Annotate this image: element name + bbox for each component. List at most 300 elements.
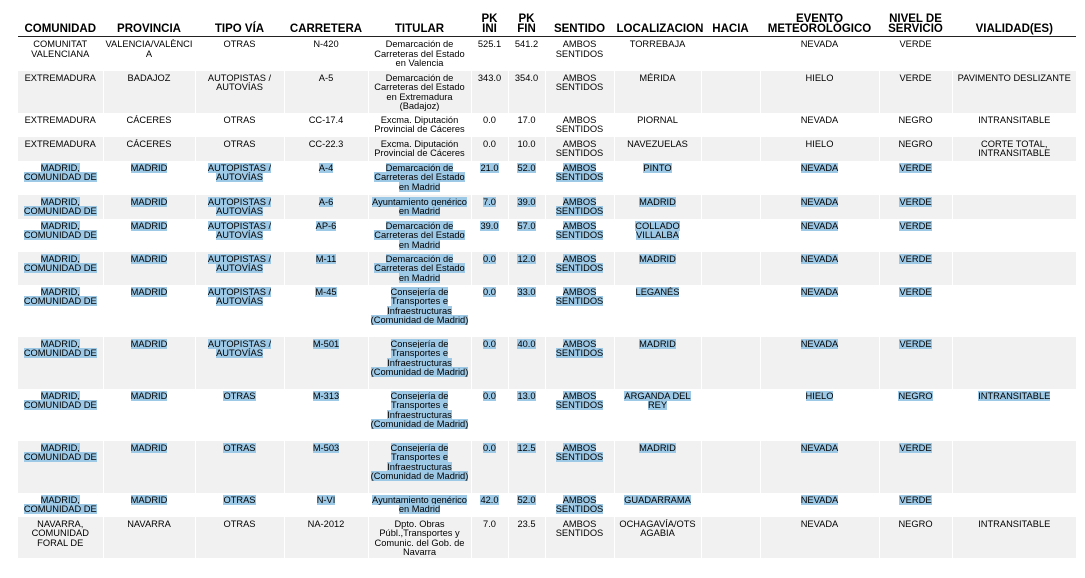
comunidad-cell-text: NAVARRA, COMUNIDAD FORAL DE — [31, 518, 89, 548]
sentido-cell-text: AMBOS SENTIDOS — [555, 286, 604, 307]
tipo-via-cell-text: AUTOPISTAS / AUTOVÍAS — [207, 286, 272, 307]
hacia-cell — [701, 37, 760, 71]
titular-cell — [368, 37, 471, 71]
pk-ini-cell-text: 42.0 — [480, 494, 499, 505]
sentido-cell — [545, 195, 614, 219]
pk-ini-cell-text: 0.0 — [483, 338, 496, 349]
table-row — [18, 441, 1076, 493]
sentido-cell-text: AMBOS SENTIDOS — [555, 138, 604, 159]
nivel-cell — [879, 252, 952, 285]
hacia-cell — [701, 161, 760, 195]
pk-fin-cell — [508, 285, 545, 337]
provincia-cell-text: MADRID — [130, 162, 168, 173]
evento-cell — [760, 37, 879, 71]
provincia-cell-text: MADRID — [130, 494, 168, 505]
col-nivel: NIVEL DE SERVICIO — [879, 8, 952, 37]
hacia-cell — [701, 517, 760, 558]
titular-cell — [368, 113, 471, 137]
pk-fin-cell — [508, 71, 545, 113]
carretera-cell-text: M-503 — [312, 442, 340, 453]
comunidad-cell-text: MADRID, COMUNIDAD DE — [23, 442, 97, 463]
titular-cell — [368, 71, 471, 113]
tipo-via-cell-text: OTRAS — [223, 494, 256, 505]
titular-cell — [368, 219, 471, 252]
pk-fin-cell-text: 33.0 — [517, 286, 536, 297]
pk-ini-cell — [471, 137, 508, 161]
localizacion-cell-text: NAVEZUELAS — [627, 138, 688, 149]
col-localizacion: LOCALIZACION — [614, 8, 701, 37]
localizacion-cell — [614, 37, 701, 71]
sentido-cell — [545, 37, 614, 71]
localizacion-cell-text: MÉRIDA — [639, 72, 676, 83]
localizacion-cell — [614, 195, 701, 219]
evento-cell — [760, 219, 879, 252]
evento-cell-text: HIELO — [805, 390, 834, 401]
vialidad-cell — [952, 195, 1076, 219]
sentido-cell — [545, 493, 614, 517]
titular-cell — [368, 517, 471, 558]
comunidad-cell-text: MADRID, COMUNIDAD DE — [23, 338, 97, 359]
titular-cell-text: Ayuntamiento genérico en Madrid — [372, 494, 467, 515]
provincia-cell — [103, 37, 195, 71]
header-row — [18, 8, 1076, 37]
tipo-via-cell — [195, 252, 284, 285]
pk-ini-cell — [471, 195, 508, 219]
titular-cell-text: Dpto. Obras Públ.,Transportes y Comunic. del Gob. de Navarra — [374, 518, 465, 558]
evento-cell — [760, 113, 879, 137]
table-row — [18, 37, 1076, 71]
pk-ini-cell-text: 0.0 — [483, 253, 496, 264]
pk-fin-cell-text: 12.5 — [517, 442, 536, 453]
provincia-cell-text: MADRID — [130, 196, 168, 207]
localizacion-cell-text: MADRID — [639, 196, 676, 207]
provincia-cell-text: CÁCERES — [126, 114, 172, 125]
carretera-cell-text: M-11 — [315, 253, 337, 264]
nivel-cell-text: VERDE — [899, 196, 932, 207]
pk-ini-cell — [471, 493, 508, 517]
table-row — [18, 389, 1076, 441]
table-row — [18, 493, 1076, 517]
provincia-cell — [103, 441, 195, 493]
carretera-cell-text: M-313 — [312, 390, 340, 401]
tipo-via-cell-text: AUTOPISTAS / AUTOVÍAS — [207, 162, 272, 183]
pk-ini-cell-text: 0.0 — [483, 286, 496, 297]
pk-ini-cell-text: 0.0 — [483, 390, 496, 401]
carretera-cell — [284, 337, 368, 389]
nivel-cell-text: NEGRO — [898, 114, 933, 125]
pk-ini-cell — [471, 71, 508, 113]
localizacion-cell — [614, 252, 701, 285]
nivel-cell-text: VERDE — [899, 220, 932, 231]
col-vialidad: VIALIDAD(ES) — [952, 8, 1076, 37]
pk-ini-cell — [471, 252, 508, 285]
provincia-cell — [103, 285, 195, 337]
evento-cell — [760, 252, 879, 285]
comunidad-cell — [18, 195, 103, 219]
localizacion-cell — [614, 161, 701, 195]
nivel-cell — [879, 195, 952, 219]
carretera-cell — [284, 161, 368, 195]
carretera-cell-text: CC-22.3 — [308, 138, 344, 149]
vialidad-cell — [952, 71, 1076, 113]
titular-cell-text: Excma. Diputación Provincial de Cáceres — [374, 138, 465, 159]
titular-cell-text: Demarcación de Carreteras del Estado en Madrid — [374, 162, 465, 192]
comunidad-cell-text: MADRID, COMUNIDAD DE — [23, 253, 97, 274]
evento-cell — [760, 195, 879, 219]
sentido-cell-text: AMBOS SENTIDOS — [555, 196, 604, 217]
tipo-via-cell-text: OTRAS — [223, 518, 256, 529]
pk-fin-cell-text: 39.0 — [517, 196, 536, 207]
tipo-via-cell-text: OTRAS — [223, 39, 256, 49]
pk-ini-cell-text: 39.0 — [480, 220, 499, 231]
vialidad-cell-text: INTRANSITABLE — [978, 390, 1051, 401]
localizacion-cell — [614, 389, 701, 441]
vialidad-cell — [952, 137, 1076, 161]
titular-cell — [368, 137, 471, 161]
provincia-cell-text: VALENCIA/VALÈNCIA — [105, 39, 193, 59]
comunidad-cell-text: MADRID, COMUNIDAD DE — [23, 390, 97, 411]
localizacion-cell — [614, 71, 701, 113]
tipo-via-cell — [195, 71, 284, 113]
nivel-cell — [879, 493, 952, 517]
localizacion-cell-text: LEGANÉS — [635, 286, 680, 297]
sentido-cell — [545, 219, 614, 252]
carretera-cell — [284, 137, 368, 161]
sentido-cell-text: AMBOS SENTIDOS — [555, 390, 604, 411]
pk-fin-cell — [508, 337, 545, 389]
pk-fin-cell — [508, 195, 545, 219]
tipo-via-cell — [195, 389, 284, 441]
hacia-cell — [701, 285, 760, 337]
provincia-cell — [103, 71, 195, 113]
hacia-cell — [701, 137, 760, 161]
carretera-cell-text: N-420 — [313, 39, 339, 49]
pk-fin-cell-text: 52.0 — [517, 494, 536, 505]
sentido-cell-text: AMBOS SENTIDOS — [555, 114, 604, 135]
sentido-cell — [545, 441, 614, 493]
carretera-cell — [284, 389, 368, 441]
pk-ini-cell — [471, 285, 508, 337]
col-provincia: PROVINCIA — [103, 8, 195, 37]
comunidad-cell — [18, 441, 103, 493]
table-row — [18, 337, 1076, 389]
evento-cell — [760, 441, 879, 493]
localizacion-cell — [614, 493, 701, 517]
carretera-cell — [284, 113, 368, 137]
evento-cell — [760, 137, 879, 161]
pk-fin-cell — [508, 389, 545, 441]
evento-cell — [760, 389, 879, 441]
titular-cell — [368, 441, 471, 493]
sentido-cell — [545, 389, 614, 441]
table-row — [18, 195, 1076, 219]
tipo-via-cell — [195, 219, 284, 252]
pk-fin-cell-text: 40.0 — [517, 338, 536, 349]
road-incidents-table — [18, 8, 1076, 558]
hacia-cell — [701, 493, 760, 517]
nivel-cell — [879, 161, 952, 195]
hacia-cell — [701, 337, 760, 389]
titular-cell — [368, 493, 471, 517]
col-pk-fin: PK FIN — [508, 8, 545, 37]
pk-fin-cell-text: 57.0 — [517, 220, 536, 231]
tipo-via-cell-text: OTRAS — [223, 390, 256, 401]
col-sentido: SENTIDO — [545, 8, 614, 37]
carretera-cell — [284, 37, 368, 71]
provincia-cell — [103, 195, 195, 219]
nivel-cell — [879, 285, 952, 337]
hacia-cell — [701, 441, 760, 493]
vialidad-cell — [952, 161, 1076, 195]
table-row — [18, 252, 1076, 285]
comunidad-cell-text: MADRID, COMUNIDAD DE — [23, 162, 97, 183]
evento-cell-text: NEVADA — [800, 338, 839, 349]
provincia-cell — [103, 161, 195, 195]
carretera-cell — [284, 493, 368, 517]
tipo-via-cell — [195, 37, 284, 71]
provincia-cell-text: BADAJOZ — [127, 72, 171, 83]
vialidad-cell — [952, 37, 1076, 71]
pk-ini-cell — [471, 517, 508, 558]
evento-cell — [760, 337, 879, 389]
comunidad-cell — [18, 493, 103, 517]
col-titular: TITULAR — [368, 8, 471, 37]
evento-cell-text: NEVADA — [800, 442, 839, 453]
vialidad-cell-text: PAVIMENTO DESLIZANTE — [957, 72, 1071, 83]
provincia-cell-text: MADRID — [130, 390, 168, 401]
localizacion-cell — [614, 441, 701, 493]
sentido-cell-text: AMBOS SENTIDOS — [555, 338, 604, 359]
sentido-cell-text: AMBOS SENTIDOS — [555, 442, 604, 463]
sentido-cell — [545, 71, 614, 113]
tipo-via-cell — [195, 441, 284, 493]
localizacion-cell-text: MADRID — [639, 253, 676, 264]
evento-cell-text: NEVADA — [800, 114, 839, 125]
sentido-cell — [545, 137, 614, 161]
evento-cell-text: NEVADA — [800, 162, 839, 173]
provincia-cell — [103, 137, 195, 161]
carretera-cell-text: AP-6 — [315, 220, 337, 231]
comunidad-cell — [18, 219, 103, 252]
col-pk-ini: PK INI — [471, 8, 508, 37]
vialidad-cell — [952, 493, 1076, 517]
hacia-cell — [701, 389, 760, 441]
nivel-cell — [879, 113, 952, 137]
tipo-via-cell-text: AUTOPISTAS / AUTOVÍAS — [207, 338, 272, 359]
titular-cell-text: Consejería de Transportes e Infraestructuras (Comunidad de Madrid) — [370, 338, 469, 378]
pk-fin-cell-text: 52.0 — [517, 162, 536, 173]
carretera-cell — [284, 252, 368, 285]
vialidad-cell — [952, 337, 1076, 389]
sentido-cell-text: AMBOS SENTIDOS — [555, 162, 604, 183]
vialidad-cell-text: INTRANSITABLE — [978, 518, 1051, 529]
pk-ini-cell — [471, 37, 508, 71]
titular-cell — [368, 285, 471, 337]
localizacion-cell — [614, 285, 701, 337]
carretera-cell — [284, 195, 368, 219]
pk-fin-cell — [508, 37, 545, 71]
vialidad-cell — [952, 252, 1076, 285]
comunidad-cell — [18, 113, 103, 137]
titular-cell-text: Consejería de Transportes e Infraestructuras (Comunidad de Madrid) — [370, 442, 469, 482]
nivel-cell — [879, 219, 952, 252]
pk-ini-cell-text: 343.0 — [477, 72, 502, 83]
sentido-cell-text: AMBOS SENTIDOS — [555, 494, 604, 515]
provincia-cell — [103, 493, 195, 517]
hacia-cell — [701, 71, 760, 113]
comunidad-cell-text: EXTREMADURA — [24, 72, 96, 83]
pk-fin-cell — [508, 252, 545, 285]
evento-cell-text: NEVADA — [800, 196, 839, 207]
nivel-cell — [879, 137, 952, 161]
sentido-cell — [545, 161, 614, 195]
sentido-cell — [545, 517, 614, 558]
col-tipo-via: TIPO VÍA — [195, 8, 284, 37]
sentido-cell-text: AMBOS SENTIDOS — [555, 253, 604, 274]
table-row — [18, 71, 1076, 113]
sentido-cell — [545, 252, 614, 285]
localizacion-cell-text: PINTO — [643, 162, 672, 173]
carretera-cell — [284, 71, 368, 113]
sentido-cell — [545, 337, 614, 389]
titular-cell — [368, 337, 471, 389]
carretera-cell-text: M-45 — [315, 286, 337, 297]
comunidad-cell-text: EXTREMADURA — [24, 114, 96, 125]
pk-fin-cell-text: 12.0 — [517, 253, 536, 264]
tipo-via-cell — [195, 285, 284, 337]
pk-ini-cell-text: 0.0 — [483, 114, 496, 125]
table-row — [18, 219, 1076, 252]
carretera-cell — [284, 219, 368, 252]
tipo-via-cell — [195, 493, 284, 517]
tipo-via-cell-text: AUTOPISTAS / AUTOVÍAS — [207, 196, 272, 217]
nivel-cell-text: VERDE — [899, 286, 932, 297]
pk-fin-cell — [508, 113, 545, 137]
evento-cell — [760, 493, 879, 517]
col-evento: EVENTO METEOROLÓGICO — [760, 8, 879, 37]
provincia-cell — [103, 517, 195, 558]
vialidad-cell-text: INTRANSITABLE — [978, 114, 1051, 125]
comunidad-cell-text: MADRID, COMUNIDAD DE — [23, 220, 97, 241]
carretera-cell-text: A-4 — [318, 162, 334, 173]
table-row — [18, 137, 1076, 161]
tipo-via-cell-text: AUTOPISTAS / AUTOVÍAS — [207, 72, 272, 93]
localizacion-cell-text: ARGANDA DEL REY — [624, 390, 691, 411]
localizacion-cell — [614, 337, 701, 389]
col-hacia: HACIA — [701, 8, 760, 37]
nivel-cell — [879, 337, 952, 389]
tipo-via-cell-text: OTRAS — [223, 442, 256, 453]
table-row — [18, 161, 1076, 195]
provincia-cell-text: MADRID — [130, 286, 168, 297]
pk-ini-cell — [471, 389, 508, 441]
pk-ini-cell-text: 0.0 — [483, 138, 496, 149]
pk-ini-cell — [471, 113, 508, 137]
nivel-cell — [879, 389, 952, 441]
provincia-cell-text: MADRID — [130, 442, 168, 453]
carretera-cell-text: CC-17.4 — [308, 114, 344, 125]
comunidad-cell — [18, 285, 103, 337]
sentido-cell-text: AMBOS SENTIDOS — [555, 220, 604, 241]
nivel-cell-text: NEGRO — [898, 518, 933, 529]
comunidad-cell-text: COMUNITAT VALENCIANA — [31, 39, 90, 59]
comunidad-cell — [18, 337, 103, 389]
evento-cell-text: NEVADA — [800, 253, 839, 264]
titular-cell-text: Demarcación de Carreteras del Estado en Madrid — [374, 253, 465, 283]
tipo-via-cell — [195, 137, 284, 161]
carretera-cell-text: M-501 — [312, 338, 340, 349]
localizacion-cell-text: COLLADO VILLALBA — [635, 220, 680, 241]
pk-fin-cell — [508, 517, 545, 558]
pk-fin-cell — [508, 441, 545, 493]
evento-cell — [760, 71, 879, 113]
titular-cell-text: Consejería de Transportes e Infraestructuras (Comunidad de Madrid) — [370, 286, 469, 326]
carretera-cell — [284, 441, 368, 493]
localizacion-cell — [614, 137, 701, 161]
pk-ini-cell — [471, 337, 508, 389]
carretera-cell-text: A-6 — [318, 196, 334, 207]
sentido-cell-text: AMBOS SENTIDOS — [555, 518, 604, 539]
nivel-cell — [879, 441, 952, 493]
titular-cell — [368, 252, 471, 285]
pk-fin-cell-text: 354.0 — [514, 72, 539, 83]
table-row — [18, 517, 1076, 558]
titular-cell-text: Ayuntamiento genérico en Madrid — [372, 196, 467, 217]
carretera-cell-text: A-5 — [318, 72, 334, 83]
carretera-cell — [284, 517, 368, 558]
tipo-via-cell-text: OTRAS — [223, 138, 256, 149]
pk-fin-cell-text: 23.5 — [517, 518, 536, 529]
vialidad-cell — [952, 389, 1076, 441]
evento-cell-text: HIELO — [805, 138, 834, 149]
evento-cell-text: NEVADA — [800, 494, 839, 505]
tipo-via-cell — [195, 337, 284, 389]
sentido-cell — [545, 113, 614, 137]
titular-cell — [368, 161, 471, 195]
pk-ini-cell-text: 7.0 — [483, 518, 496, 529]
tipo-via-cell — [195, 195, 284, 219]
titular-cell-text: Excma. Diputación Provincial de Cáceres — [374, 114, 465, 135]
titular-cell-text: Demarcación de Carreteras del Estado en Valencia — [374, 39, 465, 69]
comunidad-cell-text: MADRID, COMUNIDAD DE — [23, 494, 97, 515]
comunidad-cell — [18, 37, 103, 71]
localizacion-cell-text: PIORNAL — [637, 114, 678, 125]
nivel-cell-text: NEGRO — [898, 138, 933, 149]
localizacion-cell-text: GUADARRAMA — [624, 494, 691, 505]
pk-fin-cell — [508, 493, 545, 517]
titular-cell — [368, 389, 471, 441]
tipo-via-cell-text: AUTOPISTAS / AUTOVÍAS — [207, 220, 272, 241]
sentido-cell-text: AMBOS SENTIDOS — [555, 72, 604, 93]
localizacion-cell-text: MADRID — [639, 442, 676, 453]
provincia-cell-text: NAVARRA — [127, 518, 171, 529]
evento-cell-text: NEVADA — [800, 39, 839, 49]
comunidad-cell — [18, 71, 103, 113]
provincia-cell-text: MADRID — [130, 338, 168, 349]
pk-ini-cell — [471, 219, 508, 252]
provincia-cell — [103, 337, 195, 389]
localizacion-cell — [614, 113, 701, 137]
hacia-cell — [701, 252, 760, 285]
tipo-via-cell-text: AUTOPISTAS / AUTOVÍAS — [207, 253, 272, 274]
nivel-cell — [879, 71, 952, 113]
titular-cell-text: Consejería de Transportes e Infraestructuras (Comunidad de Madrid) — [370, 390, 469, 430]
comunidad-cell-text: MADRID, COMUNIDAD DE — [23, 196, 97, 217]
tipo-via-cell — [195, 161, 284, 195]
pk-fin-cell-text: 541.2 — [514, 39, 539, 49]
pk-ini-cell-text: 7.0 — [483, 196, 496, 207]
comunidad-cell — [18, 389, 103, 441]
